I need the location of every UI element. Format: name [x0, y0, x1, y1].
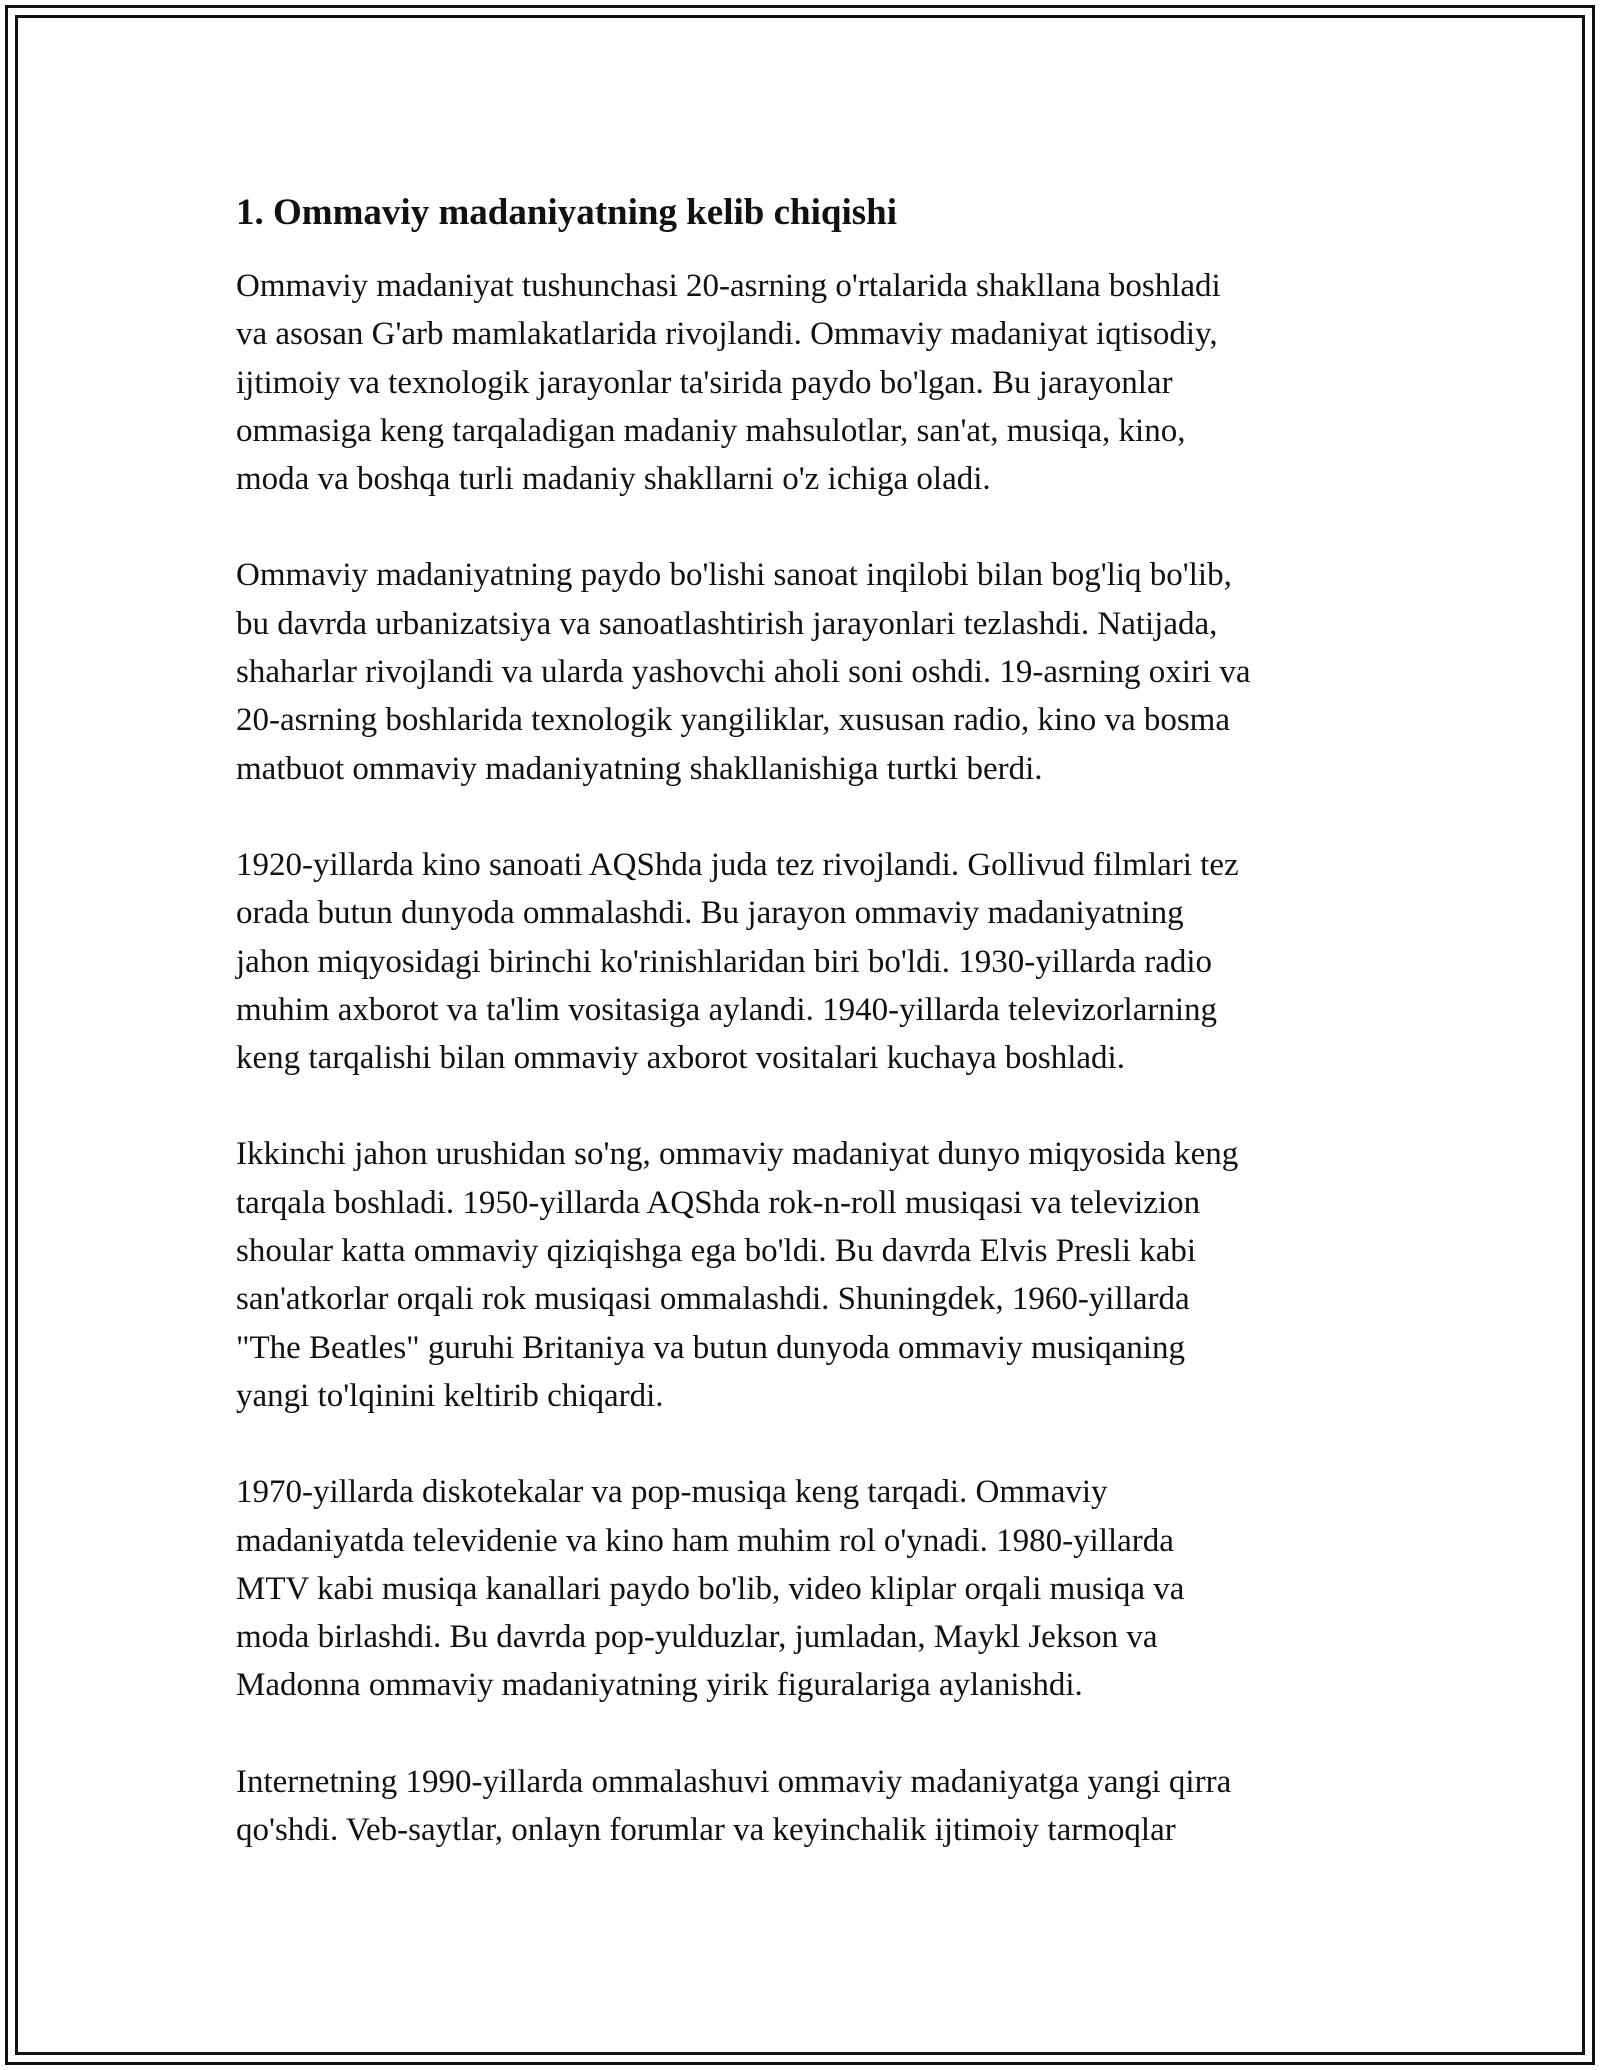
text-line: yangi to'lqinini keltirib chiqardi. — [236, 1377, 664, 1414]
text-line: ommasiga keng tarqaladigan madaniy mahsulotlar, san'at, musiqa, kino, — [236, 412, 1186, 449]
text-line: orada butun dunyoda ommalashdi. Bu jarayon ommaviy madaniyatning — [236, 895, 1184, 932]
document-body — [236, 186, 1376, 1902]
text-line: Ommaviy madaniyatning paydo bo'lishi sanoat inqilobi bilan bog'liq bo'lib, — [236, 557, 1232, 594]
section-heading: 1. Ommaviy madaniyatning kelib chiqishi — [236, 192, 897, 233]
text-line: keng tarqalishi bilan ommaviy axborot vositalari kuchaya boshladi. — [236, 1040, 1125, 1077]
text-line: MTV kabi musiqa kanallari paydo bo'lib, video kliplar orqali musiqa va — [236, 1570, 1185, 1607]
text-line: tarqala boshladi. 1950-yillarda AQShda rok-n-roll musiqasi va televizion — [236, 1184, 1201, 1221]
text-line: muhim axborot va ta'lim vositasiga aylandi. 1940-yillarda televizorlarning — [236, 991, 1218, 1028]
text-line: va asosan G'arb mamlakatlarida rivojlandi. Ommaviy madaniyat iqtisodiy, — [236, 316, 1218, 353]
text-line: shaharlar rivojlandi va ularda yashovchi aholi soni oshdi. 19-asrning oxiri va — [236, 654, 1251, 691]
paragraph-1 — [236, 262, 1376, 503]
text-line: bu davrda urbanizatsiya va sanoatlashtirish jarayonlari tezlashdi. Natijada, — [236, 605, 1218, 642]
text-line: Ikkinchi jahon urushidan so'ng, ommaviy madaniyat dunyo miqyosida keng — [236, 1136, 1239, 1173]
text-line: moda va boshqa turli madaniy shakllarni o'z ichiga oladi. — [236, 461, 991, 498]
paragraph-4 — [236, 1130, 1376, 1420]
paragraph-6 — [236, 1758, 1376, 1855]
text-line: moda birlashdi. Bu davrda pop-yulduzlar, jumladan, Maykl Jekson va — [236, 1619, 1158, 1656]
text-line: jahon miqyosidagi birinchi ko'rinishlaridan biri bo'ldi. 1930-yillarda radio — [236, 943, 1213, 980]
text-line: Madonna ommaviy madaniyatning yirik figuralariga aylanishdi. — [236, 1667, 1083, 1704]
text-line: "The Beatles" guruhi Britaniya va butun dunyoda ommaviy musiqaning — [236, 1329, 1185, 1366]
text-line: 20-asrning boshlarida texnologik yangiliklar, xususan radio, kino va bosma — [236, 702, 1230, 739]
text-line: san'atkorlar orqali rok musiqasi ommalashdi. Shuningdek, 1960-yillarda — [236, 1281, 1190, 1318]
text-line: Ommaviy madaniyat tushunchasi 20-asrning o'rtalarida shakllana boshladi — [236, 268, 1221, 304]
paragraph-2 — [236, 551, 1376, 792]
text-line: 1970-yillarda diskotekalar va pop-musiqa keng tarqadi. Ommaviy — [236, 1474, 1108, 1511]
paragraph-3 — [236, 841, 1376, 1082]
text-line: matbuot ommaviy madaniyatning shakllanishiga turtki berdi. — [236, 750, 1043, 787]
text-line: 1920-yillarda kino sanoati AQShda juda tez rivojlandi. Gollivud filmlari tez — [236, 846, 1239, 883]
text-line: qo'shdi. Veb-saytlar, onlayn forumlar va keyinchalik ijtimoiy tarmoqlar — [236, 1812, 1176, 1849]
text-line: Internetning 1990-yillarda ommalashuvi ommaviy madaniyatga yangi qirra — [236, 1763, 1232, 1800]
paragraph-5 — [236, 1468, 1376, 1709]
text-line: shoular katta ommaviy qiziqishga ega bo'ldi. Bu davrda Elvis Presli kabi — [236, 1233, 1197, 1270]
text-line: madaniyatda televidenie va kino ham muhim rol o'ynadi. 1980-yillarda — [236, 1522, 1174, 1559]
text-line: ijtimoiy va texnologik jarayonlar ta'sirida paydo bo'lgan. Bu jarayonlar — [236, 364, 1173, 401]
